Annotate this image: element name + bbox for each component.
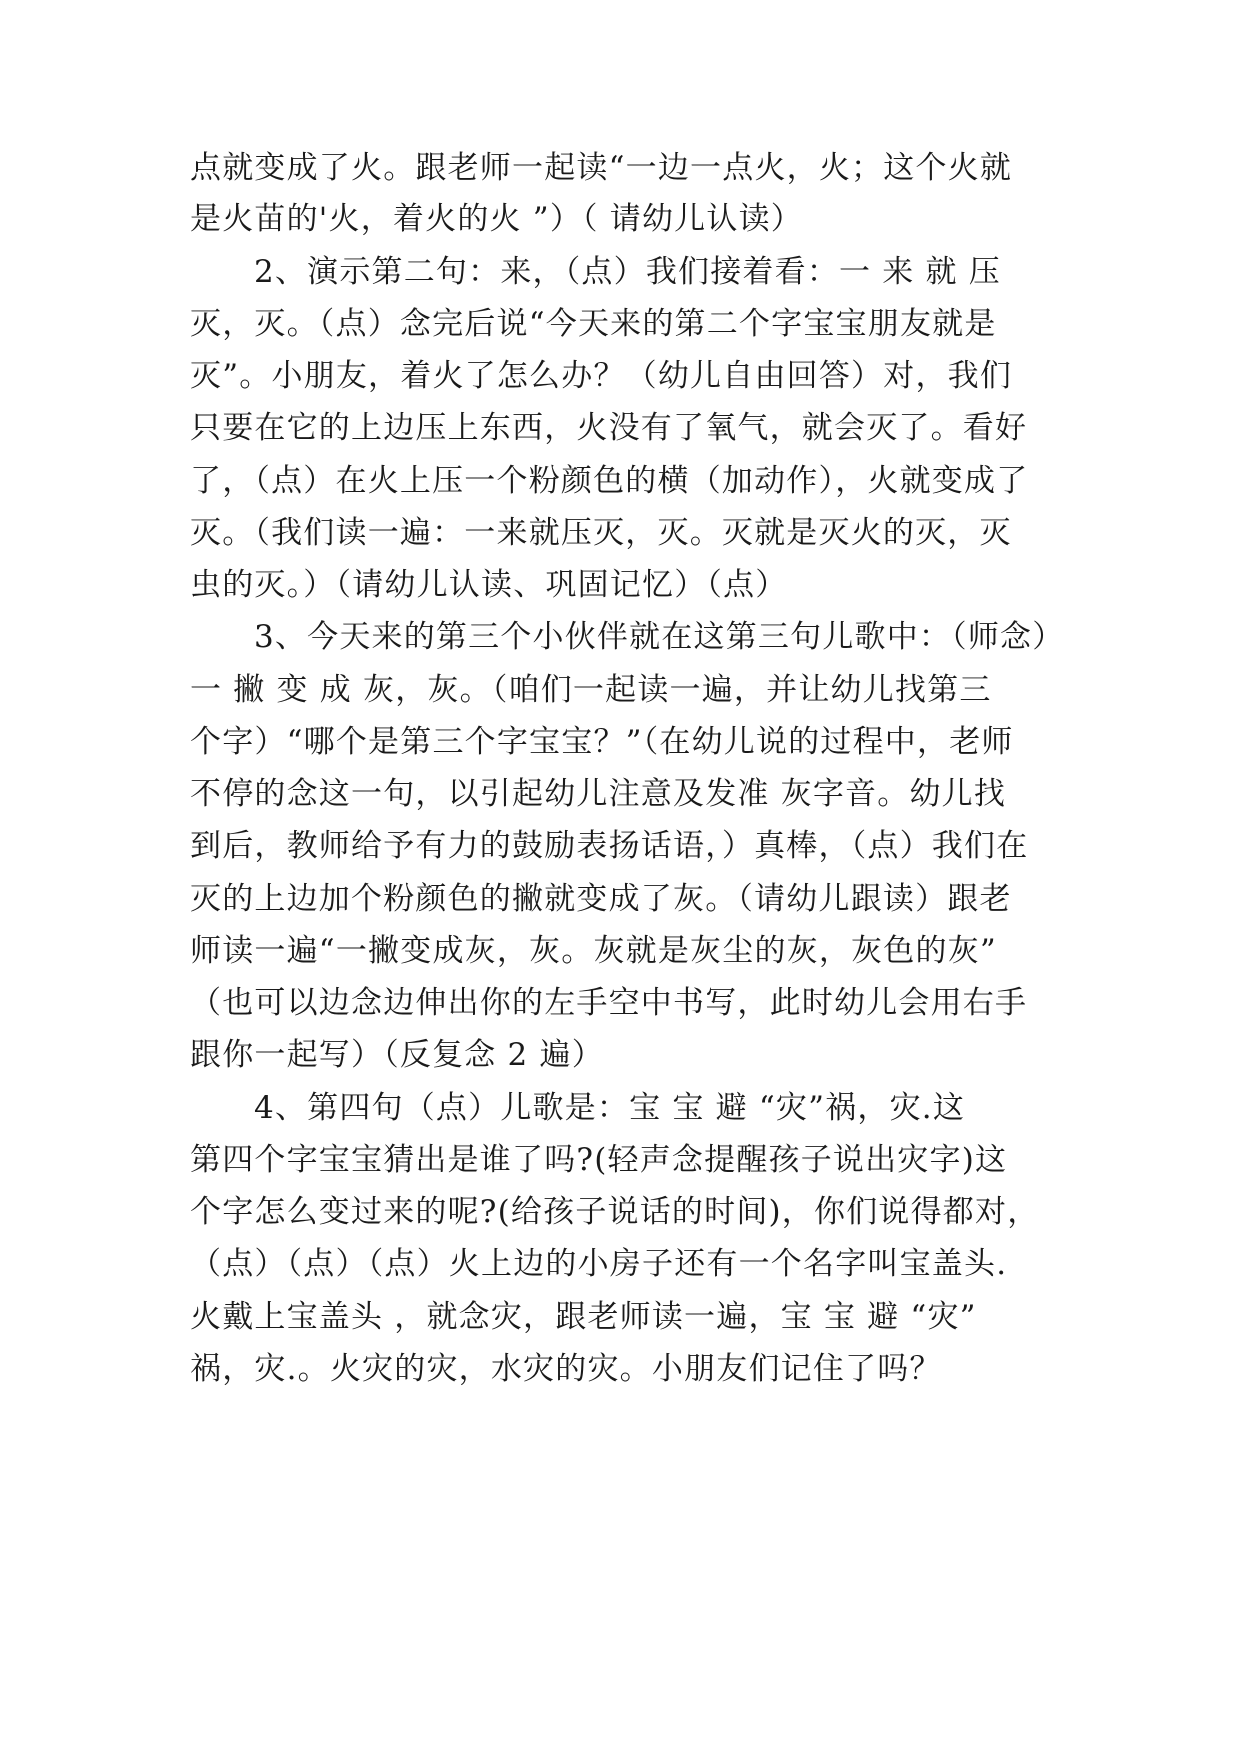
text-line: 灭。（我们读一遍：一来就压灭，灭。灭就是灭火的灭，灭 [190,515,1012,551]
text-line: 4、第四句（点）儿歌是：宝 宝 避 “灾”祸，灾.这 [254,1090,966,1126]
text-line: 2、演示第二句：来，（点）我们接着看：一 来 就 压 [254,254,1001,290]
text-line: 了，（点）在火上压一个粉颜色的横（加动作），火就变成了 [190,463,1029,499]
text-line: （也可以边念边伸出你的左手空中书写，此时幼儿会用右手 [190,985,1028,1021]
text-line: 虫的灭。）（请幼儿认读、巩固记忆）（点） [190,567,788,603]
text-line: 跟你一起写）（反复念 2 遍） [190,1037,604,1073]
text-line: 3、今天来的第三个小伙伴就在这第三句儿歌中：（师念） [254,619,1065,655]
text-line: 火戴上宝盖头 ，就念灾，跟老师读一遍，宝 宝 避 “灾” [190,1299,977,1335]
text-line: 不停的念这一句，以引起幼儿注意及发准 灰字音。幼儿找 [190,776,1007,812]
text-line: 祸，灾.。火灾的灾，水灾的灾。小朋友们记住了吗？ [190,1351,942,1387]
text-line: 个字）“哪个是第三个字宝宝？”（在幼儿说的过程中，老师 [190,724,1014,760]
text-line: 灭的上边加个粉颜色的撇就变成了灰。（请幼儿跟读）跟老 [190,881,1012,917]
text-line: 个字怎么变过来的呢?(给孩子说话的时间)，你们说得都对， [190,1194,1040,1230]
text-line: 灭”。小朋友，着火了怎么办？（幼儿自由回答）对，我们 [190,358,1013,394]
text-line: 一 撇 变 成 灰，灰。（咱们一起读一遍，并让幼儿找第三 [190,672,992,708]
text-line: 灭，灭。（点）念完后说“今天来的第二个字宝宝朋友就是 [190,306,997,342]
text-line: （点）（点）（点）火上边的小房子还有一个名字叫宝盖头. [190,1246,1008,1282]
text-line: 是火苗的'火，着火的火 ”）（ 请幼儿认读） [190,201,803,237]
text-line: 第四个字宝宝猜出是谁了吗?(轻声念提醒孩子说出灾字)这 [190,1142,1008,1178]
text-line: 师读一遍“一撇变成灰，灰。灰就是灰尘的灰，灰色的灰” [190,933,997,969]
text-line: 点就变成了火。跟老师一起读“一边一点火，火；这个火就 [190,150,1013,186]
text-line: 到后，教师给予有力的鼓励表扬话语，）真棒，（点）我们在 [190,828,1029,864]
text-line: 只要在它的上边压上东西，火没有了氧气，就会灭了。看好 [190,410,1028,446]
